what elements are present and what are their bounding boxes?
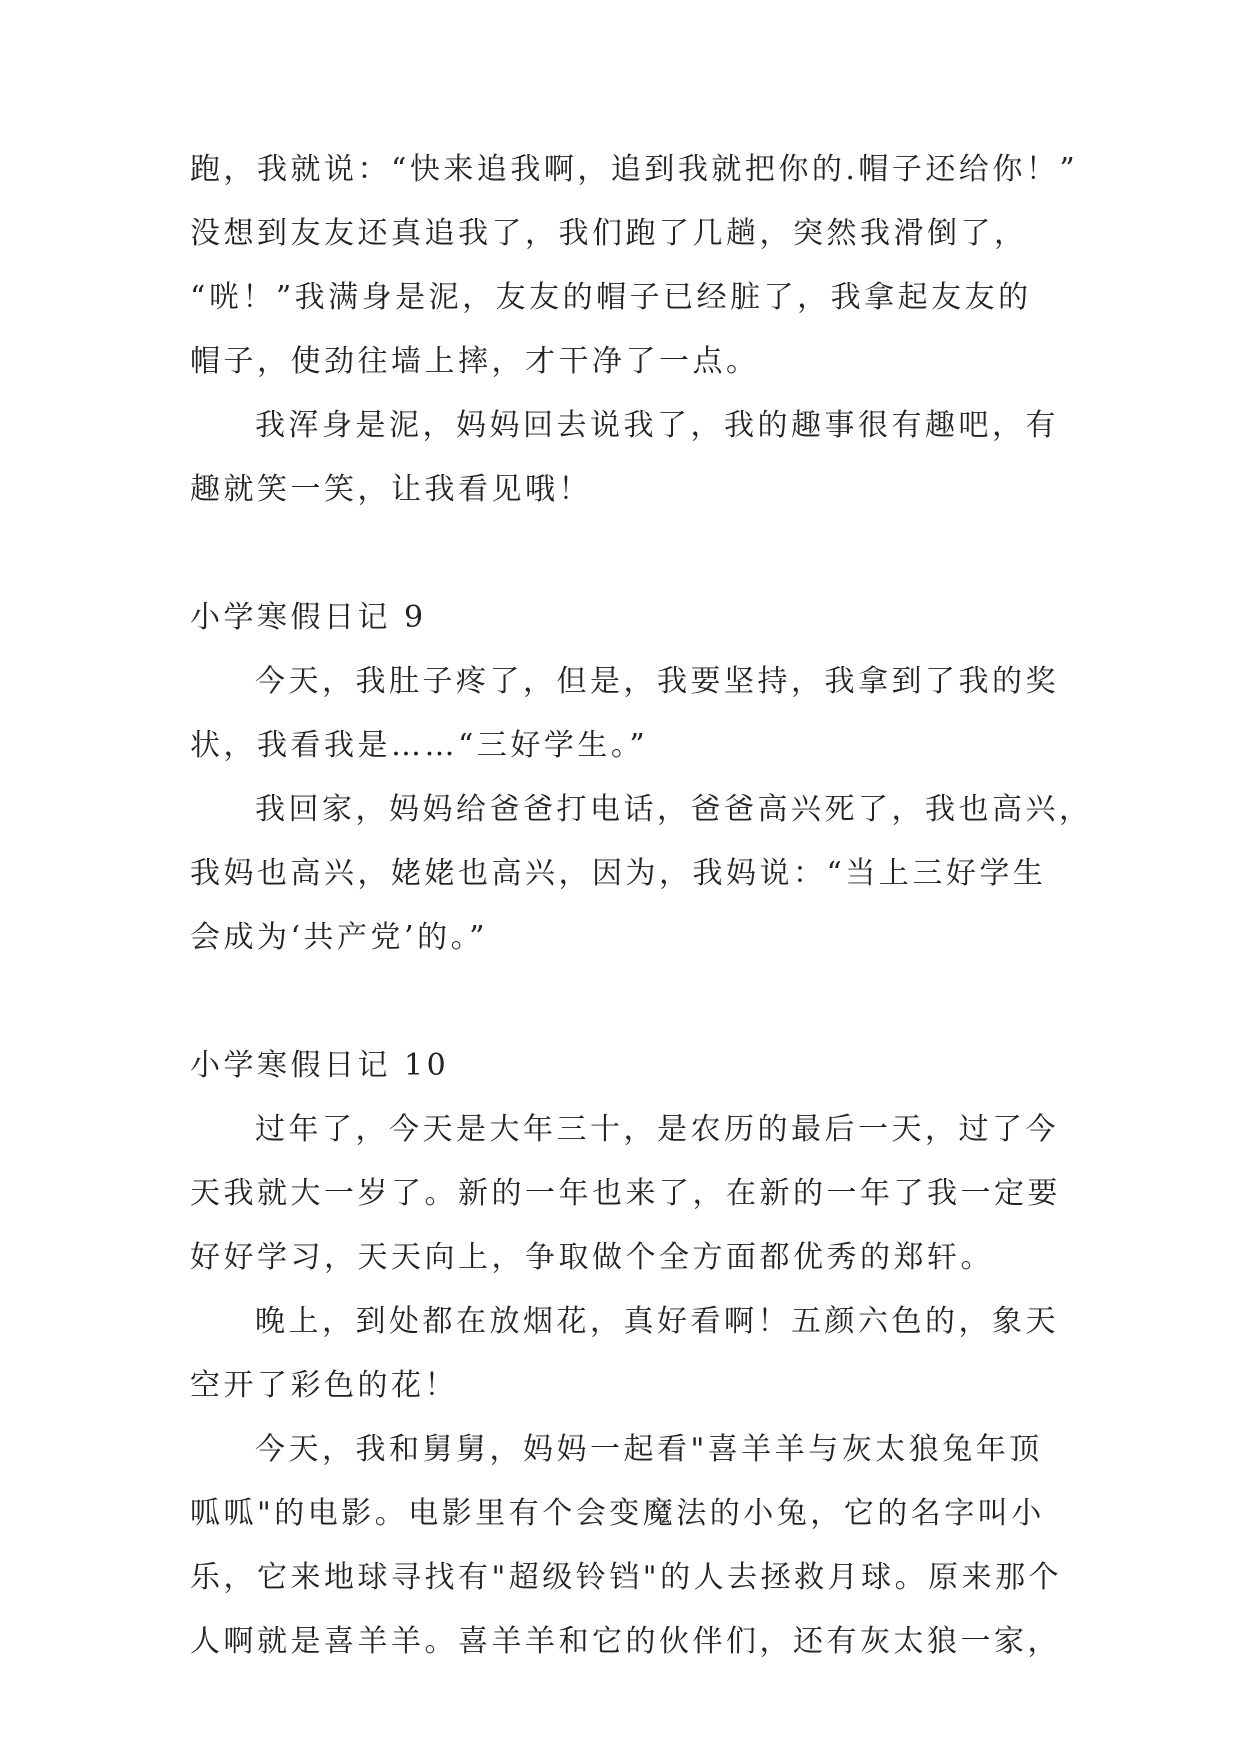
paragraph-line: “咣！”我满身是泥，友友的帽子已经脏了，我拿起友友的 (190, 280, 1032, 315)
section-heading: 小学寒假日记 10 (190, 1048, 450, 1083)
paragraph-line: 呱呱"的电影。电影里有个会变魔法的小兔，它的名字叫小 (190, 1496, 1045, 1531)
paragraph-line: 今天，我和舅舅，妈妈一起看"喜羊羊与灰太狼兔年顶 (255, 1432, 1043, 1467)
paragraph-line: 晚上，到处都在放烟花，真好看啊！五颜六色的，象天 (255, 1304, 1059, 1339)
paragraph-line: 状，我看我是……“三好学生。” (190, 728, 649, 763)
paragraph-line: 乐，它来地球寻找有"超级铃铛"的人去拯救月球。原来那个 (190, 1560, 1063, 1595)
paragraph-line: 今天，我肚子疼了，但是，我要坚持，我拿到了我的奖 (255, 664, 1059, 699)
paragraph-line: 我回家，妈妈给爸爸打电话，爸爸高兴死了，我也高兴， (255, 792, 1093, 827)
section-heading: 小学寒假日记 9 (190, 600, 427, 635)
paragraph-line: 我浑身是泥，妈妈回去说我了，我的趣事很有趣吧，有 (255, 408, 1059, 443)
paragraph-line: 没想到友友还真追我了，我们跑了几趟，突然我滑倒了， (190, 216, 1028, 251)
paragraph-line: 趣就笑一笑，让我看见哦！ (190, 472, 592, 507)
paragraph-line: 好好学习，天天向上，争取做个全方面都优秀的郑轩。 (190, 1240, 994, 1275)
paragraph-line: 我妈也高兴，姥姥也高兴，因为，我妈说：“当上三好学生 (190, 856, 1047, 891)
paragraph-line: 跑，我就说：“快来追我啊，追到我就把你的.帽子还给你！” (190, 152, 1079, 187)
paragraph-line: 天我就大一岁了。新的一年也来了，在新的一年了我一定要 (190, 1176, 1061, 1211)
paragraph-line: 人啊就是喜羊羊。喜羊羊和它的伙伴们，还有灰太狼一家， (190, 1624, 1061, 1659)
paragraph-line: 空开了彩色的花！ (190, 1368, 458, 1403)
paragraph-line: 过年了，今天是大年三十，是农历的最后一天，过了今 (255, 1112, 1059, 1147)
paragraph-line: 会成为‘共产党’的。” (190, 920, 488, 955)
paragraph-line: 帽子，使劲往墙上摔，才干净了一点。 (190, 344, 760, 379)
